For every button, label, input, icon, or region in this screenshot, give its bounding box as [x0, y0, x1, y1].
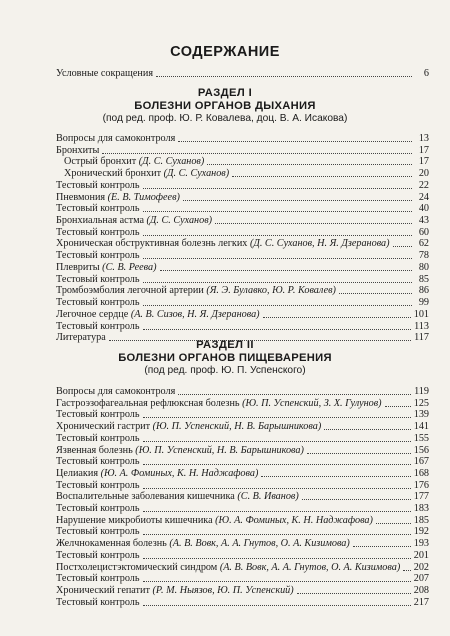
page-number: 117: [414, 332, 429, 343]
page-number: 192: [413, 526, 429, 537]
section-2-label: РАЗДЕЛ II: [196, 339, 254, 351]
entry-text: Воспалительные заболевания кишечника: [56, 491, 235, 502]
page-number: 6: [423, 68, 429, 79]
toc-entry: [56, 595, 429, 609]
entry-author: (Ю. А. Фоминых, К. Н. Наджафова): [215, 515, 373, 526]
entry-text: Желчнокаменная болезнь: [56, 538, 167, 549]
page-number: 202: [413, 562, 429, 573]
entry-text: Тестовый контроль: [56, 250, 140, 261]
dot-leader: [207, 163, 412, 165]
entry-text: Бронхиальная астма: [56, 215, 144, 226]
page-number: 43: [418, 215, 429, 226]
page-number: 22: [418, 180, 429, 191]
entry-text: Тестовый контроль: [56, 480, 140, 491]
page-number: 207: [413, 573, 429, 584]
entry-text: Тестовый контроль: [56, 550, 140, 561]
dot-leader: [143, 440, 411, 442]
page-number: 177: [413, 491, 429, 502]
entry-text: Тестовый контроль: [56, 180, 140, 191]
entry-author: (А. В. Вовк, А. А. Гнутов, О. А. Кизимова): [169, 538, 350, 549]
page-number: 80: [418, 262, 429, 273]
entry-text: Тестовый контроль: [56, 321, 140, 332]
page-title: СОДЕРЖАНИЕ: [170, 44, 280, 60]
page-number: 201: [413, 550, 429, 561]
dot-leader: [143, 304, 412, 306]
page-number: 101: [413, 309, 429, 320]
entry-author: (Д. С. Суханов): [146, 215, 213, 226]
entry-text: Легочное сердце: [56, 309, 129, 320]
page-number: 185: [413, 515, 429, 526]
dot-leader: [232, 175, 412, 177]
entry-text: Целиакия: [56, 468, 99, 479]
entry-text: Хронический бронхит: [64, 168, 162, 179]
entry-author: (Ю. П. Успенский, Н. В. Барышникова): [152, 421, 322, 432]
toc-entry-abbreviations: [56, 66, 429, 80]
entry-text: Бронхиты: [56, 145, 100, 156]
entry-author: (А. В. Вовк, А. А. Гнутов, О. А. Кизимова): [219, 562, 401, 573]
page-number: 78: [418, 250, 429, 261]
entry-text: Литература: [56, 332, 106, 343]
entry-text: Тестовый контроль: [56, 433, 140, 444]
dot-leader: [143, 557, 411, 559]
dot-leader: [160, 269, 412, 271]
entry-title: [56, 68, 153, 80]
dot-leader: [178, 140, 412, 142]
entry-text: Тестовый контроль: [56, 227, 140, 238]
entry-author: (Ю. П. Успенский, З. Х. Гулунов): [242, 398, 382, 409]
dot-leader: [393, 245, 412, 247]
entry-text: Хроническая обструктивная болезнь легких: [56, 238, 248, 249]
page-number: 99: [418, 297, 429, 308]
dot-leader: [143, 604, 411, 606]
dot-leader: [156, 75, 412, 77]
page-number: 85: [418, 274, 429, 285]
page-number: 176: [413, 480, 429, 491]
page-number: 17: [418, 156, 429, 167]
page-number: 167: [413, 456, 429, 467]
dot-leader: [324, 428, 410, 430]
entry-author: (С. В. Иванов): [237, 491, 299, 502]
dot-leader: [143, 187, 412, 189]
page-number: 40: [418, 203, 429, 214]
page-number: 193: [413, 538, 429, 549]
entry-text: Хронический гепатит: [56, 585, 150, 596]
page-number: 62: [418, 238, 429, 249]
entry-author: (Ю. А. Фоминых, К. Н. Наджафова): [100, 468, 259, 479]
entry-text: Плевриты: [56, 262, 100, 273]
page-number: 125: [413, 398, 429, 409]
page-number: 119: [414, 386, 429, 397]
entry-text: Тестовый контроль: [56, 274, 140, 285]
entry-text: Тестовый контроль: [56, 503, 140, 514]
entry-author: (Д. С. Суханов): [163, 168, 230, 179]
section-1-title: БОЛЕЗНИ ОРГАНОВ ДЫХАНИЯ: [134, 100, 316, 112]
section-1-label: РАЗДЕЛ I: [197, 87, 253, 99]
page-number: 183: [413, 503, 429, 514]
page-number: 156: [413, 445, 429, 456]
entry-text: Тестовый контроль: [56, 203, 140, 214]
dot-leader: [353, 545, 411, 547]
dot-leader: [143, 510, 411, 512]
entry-author: (Д. С. Суханов, Н. Я. Дзеранова): [249, 238, 390, 249]
section-2-title: БОЛЕЗНИ ОРГАНОВ ПИЩЕВАРЕНИЯ: [118, 352, 332, 364]
dot-leader: [143, 580, 411, 582]
entry-text: Пневмония: [56, 192, 106, 203]
entry-author: (А. В. Сизов, Н. Я. Дзеранова): [130, 309, 260, 320]
entry-text: Язвенная болезнь: [56, 445, 133, 456]
entry-author: (Р. М. Ныязов, Ю. П. Успенский): [152, 585, 294, 596]
page-number: 113: [414, 321, 429, 332]
entry-text: Тестовый контроль: [56, 526, 140, 537]
page-number: 86: [418, 285, 429, 296]
page-number: 13: [418, 133, 429, 144]
entry-text: Условные сокращения: [56, 68, 153, 79]
entry-author: (С. В. Реева): [102, 262, 157, 273]
page-number: 155: [413, 433, 429, 444]
entry-text: Тестовый контроль: [56, 456, 140, 467]
entry-author: (Я. Э. Булавко, Ю. Р. Ковалев): [206, 285, 336, 296]
entry-text: Тромбоэмболия легочной артерии: [56, 285, 204, 296]
section-2-editors: (под ред. проф. Ю. П. Успенского): [144, 365, 306, 376]
entry-text: Нарушение микробиоты кишечника: [56, 515, 213, 526]
page-number: 17: [418, 145, 429, 156]
dot-leader: [263, 316, 411, 318]
entry-text: Хронический гастрит: [56, 421, 151, 432]
entry-text: Вопросы для самоконтроля: [56, 133, 176, 144]
entry-text: Тестовый контроль: [56, 597, 140, 608]
page-number: 20: [418, 168, 429, 179]
section-1-editors: (под ред. проф. Ю. Р. Ковалева, доц. В. А. Исакова): [102, 113, 348, 124]
page-number: 141: [413, 421, 429, 432]
entry-author: (Ю. П. Успенский, Н. В. Барышникова): [135, 445, 304, 456]
entry-author: (Д. С. Суханов): [138, 156, 205, 167]
entry-text: Постхолецистэктомический синдром: [56, 562, 218, 573]
dot-leader: [143, 533, 411, 535]
dot-leader: [302, 498, 411, 500]
entry-title: [56, 597, 140, 609]
dot-leader: [143, 463, 411, 465]
entry-text: Гастроэзофагеальная рефлюксная болезнь: [56, 398, 240, 409]
entry-text: Острый бронхит: [64, 156, 137, 167]
dot-leader: [215, 222, 412, 224]
page-number: 60: [418, 227, 429, 238]
dot-leader: [178, 393, 411, 395]
dot-leader: [339, 292, 412, 294]
dot-leader: [297, 592, 411, 594]
dot-leader: [143, 257, 412, 259]
entry-author: (Е. В. Тимофеев): [107, 192, 180, 203]
entry-text: Тестовый контроль: [56, 297, 140, 308]
page-number: 168: [413, 468, 429, 479]
dot-leader: [261, 475, 410, 477]
dot-leader: [143, 210, 412, 212]
page-number: 24: [418, 192, 429, 203]
entry-text: Вопросы для самоконтроля: [56, 386, 176, 397]
page-number: 139: [413, 409, 429, 420]
page-number: 208: [413, 585, 429, 596]
entry-text: Тестовый контроль: [56, 409, 140, 420]
page-number: 217: [413, 597, 429, 608]
dot-leader: [143, 416, 411, 418]
entry-text: Тестовый контроль: [56, 573, 140, 584]
